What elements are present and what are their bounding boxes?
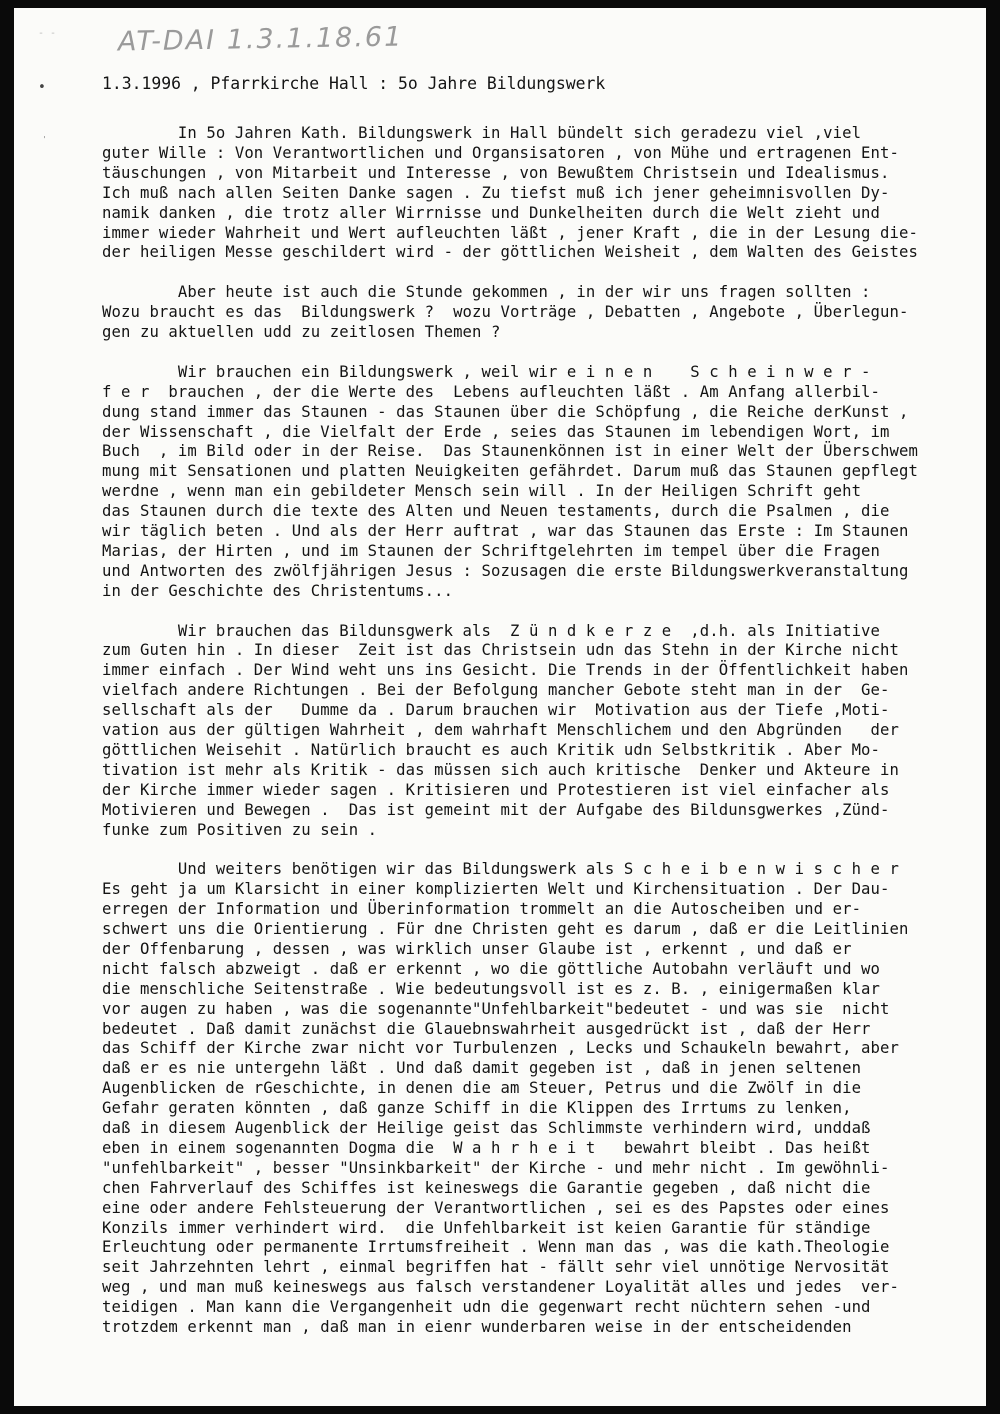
- text-line: f e r brauchen , der die Werte des Lebens aufleuchten läßt . Am Anfang allerbil-: [102, 382, 881, 401]
- margin-mark: ': [42, 135, 47, 144]
- text-line: der Kirche immer wieder sagen . Kritisieren und Protestieren ist viel einfacher als: [102, 780, 890, 799]
- text-line: vielfach andere Richtungen . Bei der Befolgung mancher Gebote steht man in der Ge-: [102, 681, 890, 700]
- text-line: wir täglich beten . Und als der Herr auftrat , war das Staunen das Erste : Im Staunen: [102, 522, 909, 540]
- text-line: seit Jahrzehnten lehrt , einmal begriffen hat - fällt sehr viel unnötige Nervosität: [102, 1258, 890, 1277]
- text-line: Aber heute ist auch die Stunde gekommen , in der wir uns fragen sollten :: [102, 283, 871, 302]
- text-line: Wir brauchen ein Bildungswerk , weil wir e i n e n S c h e i n w e r -: [102, 362, 871, 381]
- text-line: chen Fahrverlauf des Schiffes ist keineswegs die Garantie gegeben , daß nicht die: [102, 1178, 871, 1197]
- text-line: Und weiters benötigen wir das Bildungswerk als S c h e i b e n w i s c h e r: [102, 860, 900, 879]
- text-line: vor augen zu haben , was die sogenannte"Unfehlbarkeit"bedeutet - und was sie nicht: [102, 999, 890, 1018]
- text-line: Ich muß nach allen Seiten Danke sagen . Zu tiefst muß ich jener geheimnisvollen Dy-: [102, 183, 890, 202]
- text-line: göttlichen Weisehit . Natürlich braucht es auch Kritik udn Selbstkritik . Aber Mo-: [102, 740, 881, 759]
- text-line: daß er es nie untergehn läßt . Und daß damit gegeben ist , daß in jenen seltenen: [102, 1059, 862, 1078]
- text-line: namik danken , die trotz aller Wirrnisse und Dunkelheiten durch die Welt zieht und: [102, 203, 881, 222]
- text-line: immer wieder Wahrheit und Wert aufleuchten läßt , jener Kraft , die in der Lesung die-: [102, 223, 918, 242]
- text-line: täuschungen , von Mitarbeit und Interesse , von Bewußtem Christsein und Idealismus.: [102, 163, 890, 182]
- text-line: In 5o Jahren Kath. Bildungswerk in Hall bündelt sich geradezu viel ,viel: [102, 124, 862, 142]
- text-line: Buch , im Bild oder in der Reise. Das Staunenkönnen ist in einer Welt der Überschwem: [102, 442, 918, 461]
- text-line: schwert uns die Orientierung . Für dne Christen geht es darum , daß er die Leitlinien: [102, 920, 909, 938]
- text-line: bedeutet . Daß damit zunächst die Glauebnswahrheit ausgedrückt ist , daß der Herr: [102, 1019, 871, 1038]
- text-line: trotzdem erkennt man , daß man in eienr wunderbaren weise in der entscheidenden: [102, 1318, 852, 1336]
- text-line: die menschliche Seitenstraße . Wie bedeutungsvoll ist es z. B. , einigermaßen klar: [102, 979, 881, 998]
- text-line: teidigen . Man kann die Vergangenheit udn die gegenwart recht nüchtern sehen -und: [102, 1298, 871, 1317]
- text-line: das Staunen durch die texte des Alten und Neuen testaments, durch die Psalmen , die: [102, 502, 890, 521]
- text-line: sellschaft als der Dumme da . Darum brauchen wir Motivation aus der Tiefe ,Moti-: [102, 701, 890, 720]
- text-line: vation aus der gültigen Wahrheit , dem wahrhaft Menschlichem und den Abgründen der: [102, 721, 900, 739]
- text-line: der Offenbarung , dessen , was wirklich unser Glaube ist , erkennt , und daß er: [102, 939, 852, 958]
- text-line: und Antworten des zwölfjährigen Jesus : Sozusagen die erste Bildungswerkveranstaltung: [102, 561, 909, 580]
- margin-dot: •: [38, 80, 46, 95]
- text-line: der heiligen Messe geschildert wird - der göttlichen Weisheit , dem Walten des Geistes: [102, 243, 918, 262]
- text-line: der Wissenschaft , die Vielfalt der Erde , seies das Staunen im lebendigen Wort, im: [102, 422, 890, 441]
- margin-mark: - -: [38, 28, 57, 39]
- text-line: das Schiff der Kirche zwar nicht vor Turbulenzen , Lecks und Schaukeln bewahrt, aber: [102, 1039, 900, 1058]
- text-line: eben in einem sogenannten Dogma die W a h r h e i t bewahrt bleibt . Das heißt: [102, 1138, 871, 1157]
- text-line: gen zu aktuellen udd zu zeitlosen Themen ?: [102, 323, 501, 341]
- archive-signature: AT-DAI 1.3.1.18.61: [117, 21, 404, 58]
- text-line: Augenblicken de rGeschichte, in denen die am Steuer, Petrus und die Zwölf in die: [102, 1079, 862, 1098]
- text-line: eine oder andere Fehlsteuerung der Verantwortlichen , sei es des Papstes oder eines: [102, 1198, 890, 1217]
- text-line: zum Guten hin . In dieser Zeit ist das Christsein udn das Stehn in der Kirche nicht: [102, 641, 900, 660]
- text-line: guter Wille : Von Verantwortlichen und Organsisatoren , von Mühe und ertragenen Ent-: [102, 143, 900, 162]
- text-line: nicht falsch abzweigt . daß er erkennt , wo die göttliche Autobahn verläuft und wo: [102, 959, 881, 978]
- text-line: Marias, der Hirten , und im Staunen der Schriftgelehrten im tempel über die Fragen: [102, 541, 881, 560]
- text-line: Es geht ja um Klarsicht in einer komplizierten Welt und Kirchensituation . Der Dau-: [102, 880, 890, 899]
- text-line: Wir brauchen das Bildunsgwerk als Z ü n d k e r z e ,d.h. als Initiative: [102, 621, 881, 640]
- text-line: funke zum Positiven zu sein .: [102, 820, 378, 839]
- document-heading: 1.3.1996 , Pfarrkirche Hall : 5o Jahre Bildungswerk: [102, 74, 606, 93]
- text-line: in der Geschichte des Christentums...: [102, 581, 454, 600]
- text-line: daß in diesem Augenblick der Heilige geist das Schlimmste verhindern wird, unddaß: [102, 1119, 871, 1137]
- text-line: mung mit Sensationen und platten Neuigkeiten gefährdet. Darum muß das Staunen gepflegt: [102, 462, 918, 481]
- text-line: Konzils immer verhindert wird. die Unfehlbarkeit ist keien Garantie für ständige: [102, 1218, 871, 1237]
- text-line: weg , und man muß keineswegs aus falsch verstandener Loyalität alles und jedes ver-: [102, 1278, 900, 1297]
- text-line: "unfehlbarkeit" , besser "Unsinkbarkeit" der Kirche - und mehr nicht . Im gewöhnli-: [102, 1158, 890, 1177]
- text-line: tivation ist mehr als Kritik - das müssen sich auch kritische Denker und Akteure in: [102, 760, 900, 779]
- text-line: werdne , wenn man ein gebildeter Mensch sein will . In der Heiligen Schrift geht: [102, 482, 862, 501]
- text-line: erregen der Information und Überinformation trommelt an die Autoscheiben und er-: [102, 900, 862, 919]
- text-line: Wozu braucht es das Bildungswerk ? wozu Vorträge , Debatten , Angebote , Überlegun-: [102, 303, 909, 322]
- text-line: Motivieren und Bewegen . Das ist gemeint mit der Aufgabe des Bildunsgwerkes ,Zünd-: [102, 800, 890, 819]
- text-line: Gefahr geraten könnten , daß ganze Schiff in die Klippen des Irrtums zu lenken,: [102, 1099, 852, 1118]
- text-line: Erleuchtung oder permanente Irrtumsfreiheit . Wenn man das , was die kath.Theologie: [102, 1238, 890, 1257]
- text-line: dung stand immer das Staunen - das Staunen über die Schöpfung , die Reiche derKunst ,: [102, 402, 909, 421]
- text-line: immer einfach . Der Wind weht uns ins Gesicht. Die Trends in der Öffentlichkeit haben: [102, 661, 909, 680]
